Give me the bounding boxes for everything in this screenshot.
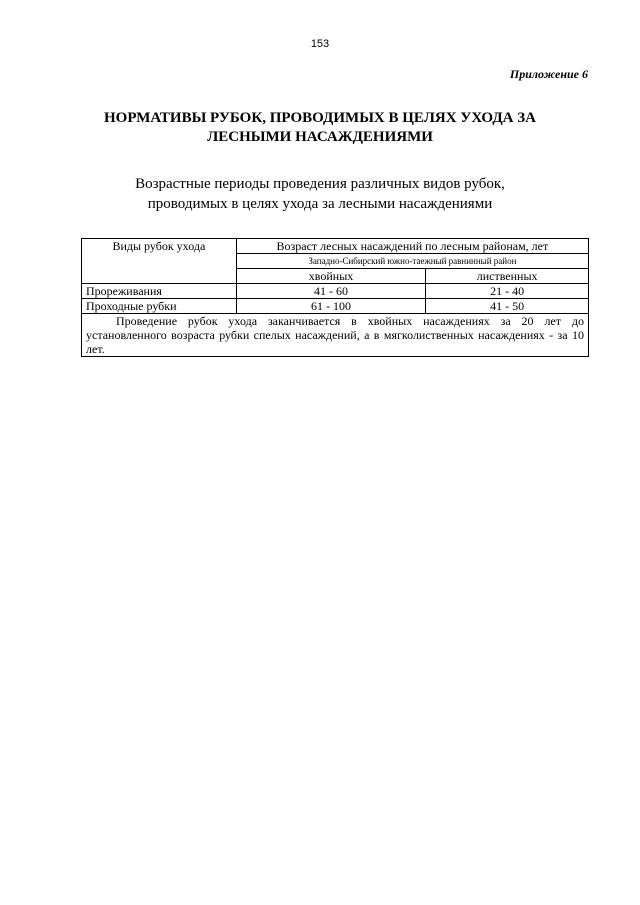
cell-cutting-type: Прореживания xyxy=(82,284,237,299)
header-cell-deciduous: лиственных xyxy=(426,269,589,284)
table-caption xyxy=(60,174,580,214)
appendix-label: Приложение 6 xyxy=(509,67,588,81)
table-row xyxy=(82,299,589,314)
table-header-row xyxy=(82,239,589,254)
header-cell-cutting-type: Виды рубок ухода xyxy=(82,239,237,284)
cell-deciduous-age: 41 - 50 xyxy=(426,299,589,314)
table-note xyxy=(82,314,589,357)
caption-line-2: проводимых в целях ухода за лесными насаждениями xyxy=(147,196,493,212)
cell-cutting-type: Проходные рубки xyxy=(82,299,237,314)
document-title xyxy=(60,109,580,147)
header-cell-coniferous: хвойных xyxy=(236,269,426,284)
cell-coniferous-age: 61 - 100 xyxy=(236,299,426,314)
table-row xyxy=(82,284,589,299)
page-number: 153 xyxy=(310,38,330,50)
title-line-2: ЛЕСНЫМИ НАСАЖДЕНИЯМИ xyxy=(207,129,433,145)
cell-coniferous-age: 41 - 60 xyxy=(236,284,426,299)
title-line-1: НОРМАТИВЫ РУБОК, ПРОВОДИМЫХ В ЦЕЛЯХ УХОДА ЗА xyxy=(104,110,536,126)
header-cell-age-group: Возраст лесных насаждений по лесным районам, лет xyxy=(236,239,588,254)
caption-line-1: Возрастные периоды проведения различных видов рубок, xyxy=(135,176,505,192)
header-cell-region: Западно-Сибирский южно-таежный равнинный район xyxy=(236,254,588,269)
table-note-row xyxy=(82,314,589,357)
norms-table xyxy=(81,238,589,357)
table-note-text: Проведение рубок ухода заканчивается в хвойных насаждениях за 20 лет до установленного возраста рубки спелых насаждений, а в мягколиственных насаждениях - за 10 лет. xyxy=(86,314,584,356)
cell-deciduous-age: 21 - 40 xyxy=(426,284,589,299)
